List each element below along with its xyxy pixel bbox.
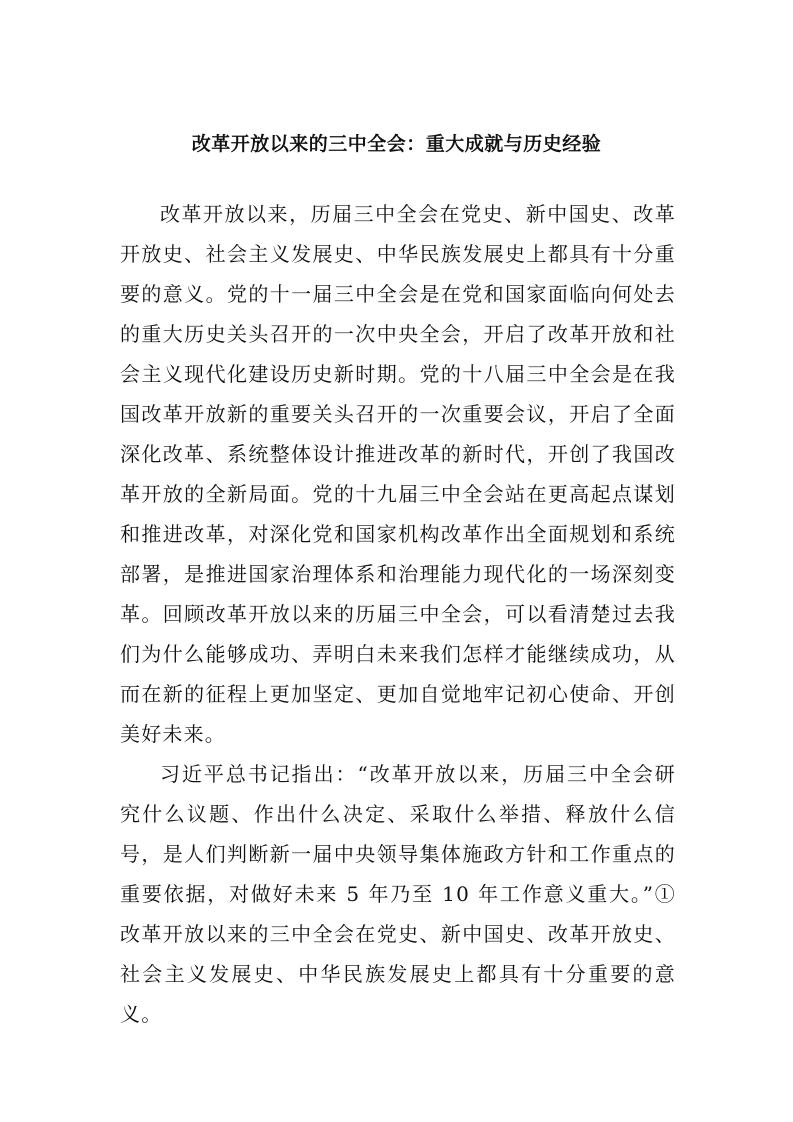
body-paragraph: 改革开放以来，历届三中全会在党史、新中国史、改革开放史、社会主义发展史、中华民族发展史上都具有十分重要的意义。党的十一届三中全会是在党和国家面临向何处去的重大历史关头召开的一次中央全会，开启了改革开放和社会主义现代化建设历史新时期。党的十八届三中全会是在我国改革开放新的重要关头召开的一次重要会议，开启了全面深化改革、系统整体设计推进改革的新时代，开创了我国改革开放的全新局面。党的十九届三中全会站在更高起点谋划和推进改革，对深化党和国家机构改革作出全面规划和系统部署，是推进国家治理体系和治理能力现代化的一场深刻变革。回顾改革开放以来的历届三中全会，可以看清楚过去我们为什么能够成功、弄明白未来我们怎样才能继续成功，从而在新的征程上更加坚定、更加自觉地牢记初心使命、开创美好未来。 xyxy=(120,202,676,746)
body-paragraph: 习近平总书记指出：“改革开放以来，历届三中全会研究什么议题、作出什么决定、采取什么举措、释放什么信号，是人们判断新一届中央领导集体施政方针和工作重点的重要依据，对做好未来 5 年乃至 10 年工作意义重大。”①改革开放以来的三中全会在党史、新中国史、改革开放史、社会主义发展史、中华民族发展史上都具有十分重要的意义。 xyxy=(120,762,676,1026)
document-title: 改革开放以来的三中全会：重大成就与历史经验 xyxy=(191,133,602,155)
document-body xyxy=(120,194,676,1034)
